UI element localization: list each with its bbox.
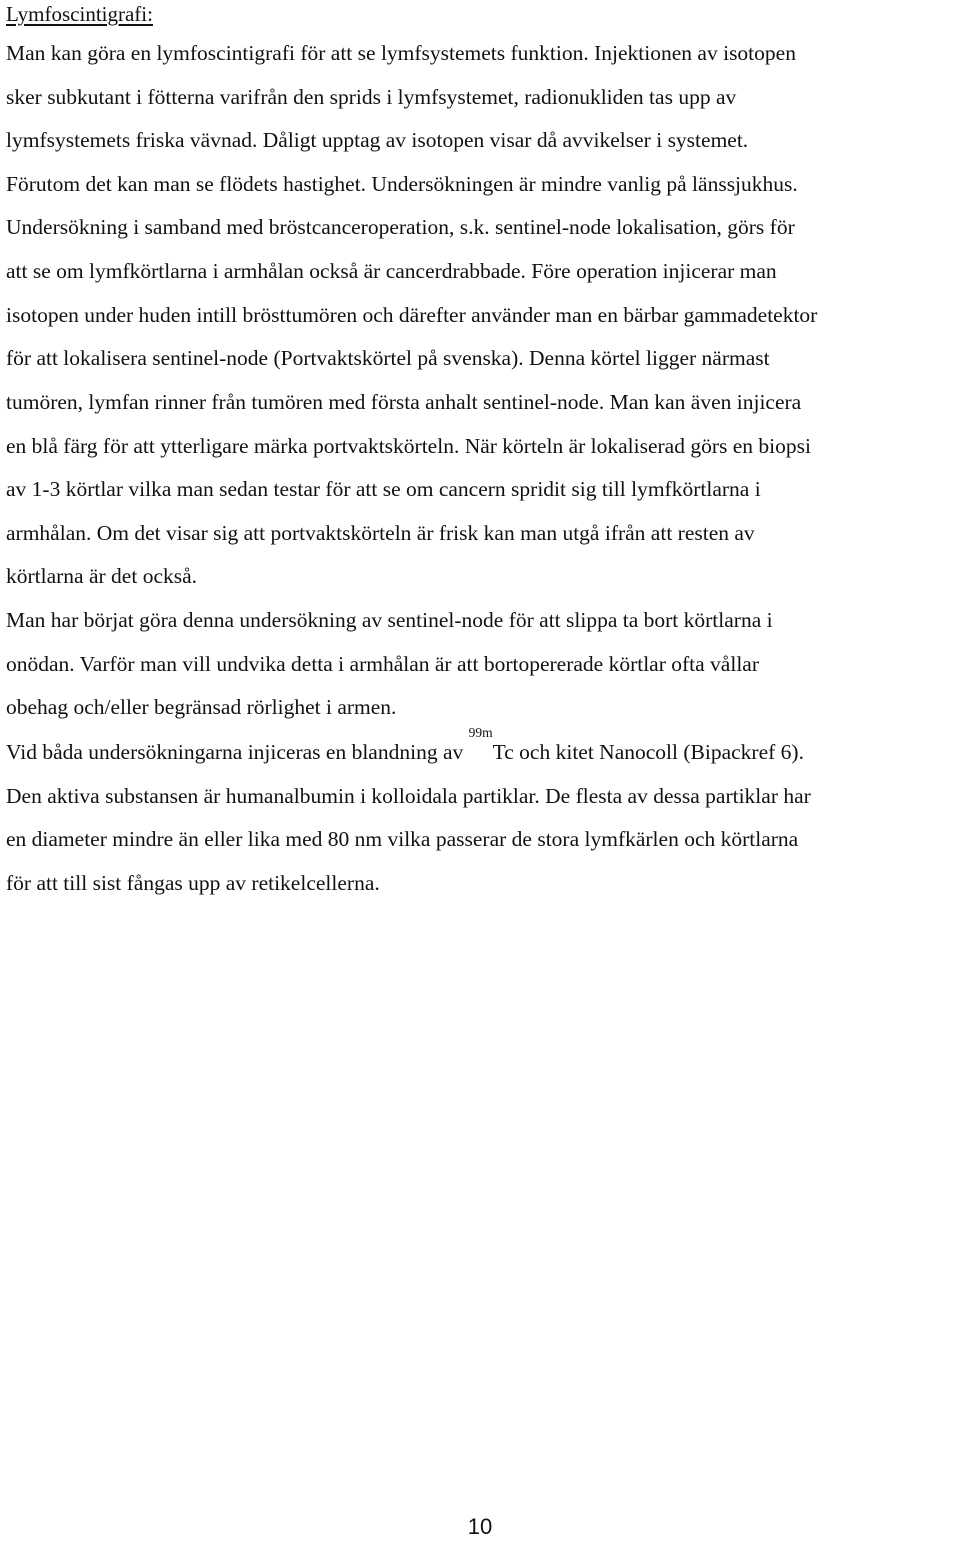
- body-line: att se om lymfkörtlarna i armhålan också är cancerdrabbade. Före operation injicerar man: [6, 259, 777, 283]
- body-line: obehag och/eller begränsad rörlighet i armen.: [6, 695, 397, 719]
- isotope-line-text: Vid båda undersökningarna injiceras en blandning av: [6, 740, 469, 764]
- body-line: Man har börjat göra denna undersökning av sentinel-node för att slippa ta bort körtlarna i: [6, 608, 773, 632]
- body-line: Den aktiva substansen är humanalbumin i kolloidala partiklar. De flesta av dessa partiklar har: [6, 784, 811, 808]
- body-line: armhålan. Om det visar sig att portvaktskörteln är frisk kan man utgå ifrån att resten av: [6, 521, 755, 545]
- body-line: tumören, lymfan rinner från tumören med första anhalt sentinel-node. Man kan även injicera: [6, 390, 802, 414]
- isotope-mass-superscript: 99m: [468, 725, 493, 740]
- body-line: en diameter mindre än eller lika med 80 nm vilka passerar de stora lymfkärlen och körtlarna: [6, 827, 799, 851]
- body-line: körtlarna är det också.: [6, 564, 198, 588]
- body-line: en blå färg för att ytterligare märka portvaktskörteln. När körteln är lokaliserad görs en biopsi: [6, 434, 811, 458]
- body-line: onödan. Varför man vill undvika detta i armhålan är att bortopererade körtlar ofta vållar: [6, 652, 760, 676]
- body-line: Undersökning i samband med bröstcanceroperation, s.k. sentinel-node lokalisation, görs för: [6, 215, 795, 239]
- body-line: för att lokalisera sentinel-node (Portvaktskörtel på svenska). Denna körtel ligger närmast: [6, 346, 770, 370]
- body-line: Förutom det kan man se flödets hastighet. Undersökningen är mindre vanlig på länssjukhus.: [6, 172, 798, 196]
- page-number: 10: [467, 1514, 493, 1539]
- body-line: för att till sist fångas upp av retikelcellerna.: [6, 871, 380, 895]
- isotope-line-text: Tc och kitet Nanocoll (Bipackref 6).: [492, 740, 804, 764]
- body-line: isotopen under huden intill brösttumören och därefter använder man en bärbar gammadetektor: [6, 303, 818, 327]
- body-line: av 1-3 körtlar vilka man sedan testar för att se om cancern spridit sig till lymfkörtlarna i: [6, 477, 761, 501]
- body-line: Man kan göra en lymfoscintigrafi för att se lymfsystemets funktion. Injektionen av isotopen: [6, 41, 796, 65]
- body-line: lymfsystemets friska vävnad. Dåligt upptag av isotopen visar då avvikelser i systemet.: [6, 128, 749, 152]
- body-line: sker subkutant i fötterna varifrån den sprids i lymfsystemet, radionukliden tas upp av: [6, 85, 737, 109]
- isotope-line: [6, 725, 804, 766]
- section-heading: Lymfoscintigrafi:: [6, 2, 153, 26]
